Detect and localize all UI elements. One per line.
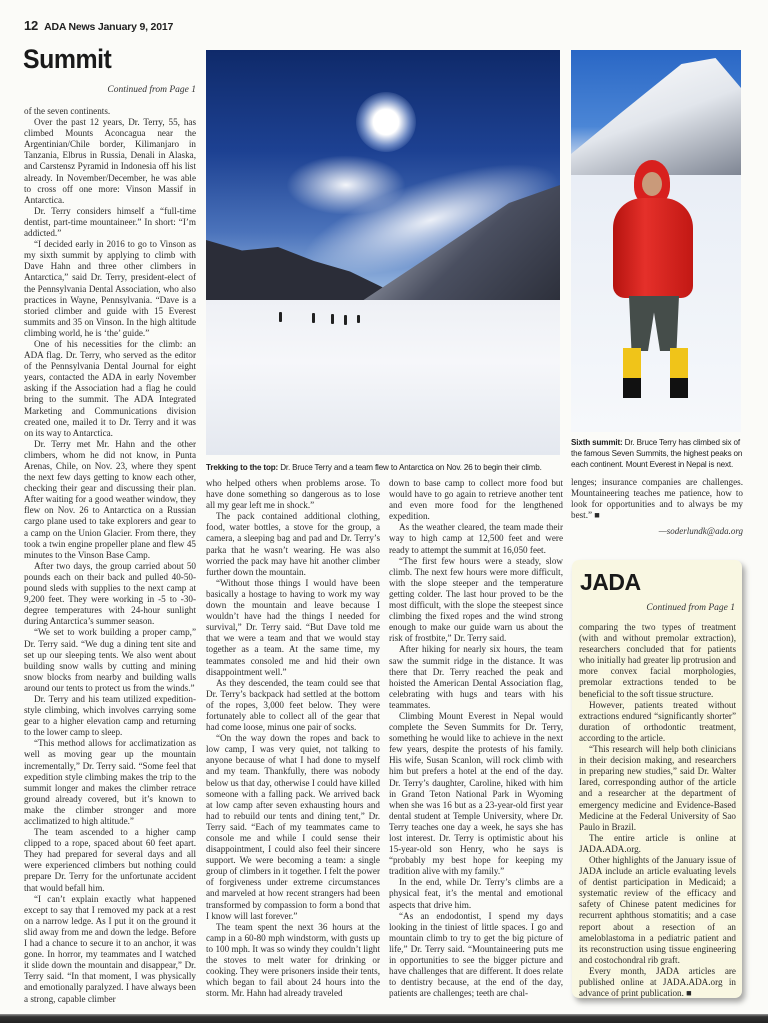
trekking-photo-caption: Trekking to the top: Dr. Bruce Terry and a team flew to Antarctica on Nov. 26 to begin their climb. [206, 463, 542, 472]
sixth-summit-photo [571, 50, 741, 432]
sixth-summit-caption: Sixth summit: Dr. Bruce Terry has climbed six of the famous Seven Summits, the highest peaks on each continent. Mount Everest in Nepal is next. [571, 438, 743, 469]
page-bottom-edge [0, 1014, 768, 1023]
page-folio [24, 18, 173, 33]
article-column-4: lenges; insurance companies are challenges. Mountaineering teaches me patience, how to look for opportunities and to always be my best.” ■ [571, 477, 743, 521]
page-number: 12 [24, 18, 39, 33]
article-column-1: of the seven continents. Over the past 12 years, Dr. Terry, 55, has climbed Mounts Aconcagua near the Argentinian/Chile border, Kilimanjaro in Tanzania, Elbrus in Russia, Denali in Alaska, and Carstensz Pyramid in Indonesia off his list already. In November/December, he was able to cross off one more: Vinson Massif in Antarctica. Dr. Terry considers himself a “full-time dentist, part-time mountaineer.” In short: “I’m addicted.” “I decided early in 2016 to go to Vinson as my sixth summit by applying to climb with Dave Hahn and three other climbers in Antarctica,” said Dr. Terry, president-elect of the Pennsylvania Dental Association, who also practices in Wayne, Pennsylvania. “Dave is a storied climber and guide with 15 Everest summits and 35 on Vinson. In the high altitude climbing world, he is ‘the’ guide.” One of his necessities for the climb: an ADA flag. Dr. Terry, who served as the editor of the Pennsylvania Dental Journal for eight years, contacted the ADA in early November asking if the Association had a flag he could bring to the summit. The ADA Integrated Marketing and Communications division created one, mailed it to Dr. Terry and it was on its way to Antarctica. Dr. Terry met Mr. Hahn and the other climbers, whom he did not know, in Punta Arenas, Chile, on Nov. 23, where they spent the next few days getting to know each other, checking their gear and discussing their plan. After waiting for a good weather window, they flew on Nov. 26 to Antarctica on a Russian cargo plane used to take explorers and gear to a camp on the Union Glacier. From there, they took a twin engine propeller plane and flew 45 minutes to the Vinson Base Camp. After two days, the group carried about 50 pounds each on their back and pulled 40-50-pound sleds with supplies to the next camp at 9,200 feet. They were working in -5 to -30-degree temperatures with 24-hour sunlight during Antarctica’s summer season. “We set to work building a proper camp,” Dr. Terry said. “We dug a dining tent site and set up our sleeping tents. We also went about building snow walls by cutting and mining snow blocks from nearby and building walls around our tents to protect us from the winds.” Dr. Terry and his team utilized expedition-style climbing, which involves carrying some gear to a higher elevation camp and returning to the lower camp to sleep. “This method allows for acclimatization as well as moving gear up the mountain incrementally,” Dr. Terry said. “Some feel that expedition style climbing makes the trip to the summit longer and makes the climber retrace ground already covered, but it’s known to make the climber stronger and more acclimatized to high altitude.” The team ascended to a higher camp clipped to a rope, spaced about 60 feet apart. They had prepared for several days and all were experienced climbers but nothing could prepare Dr. Terry for the unfortunate accident that would befall him. “I can’t explain exactly what happened except to say that I removed my pack at a rest on a narrow ledge. As I put it on the ground it slid away from me and down the ledge. Before I had a chance to secure it to an anchor, it was gone. In horror, my teammates and I watched it slide down the mountain and disappear,” Dr. Terry said. “In that moment, I was physically and emotionally paralyzed. I have always been a strong, capable climber [24, 106, 196, 1004]
gaiter-right [670, 348, 688, 398]
article-headline: Summit [23, 44, 112, 74]
trekking-photo [206, 50, 560, 455]
publication-date: ADA News January 9, 2017 [44, 21, 174, 33]
gaiter-left [623, 348, 641, 398]
article-column-2: who helped others when problems arose. To have done something so dangerous as to lose all my gear left me in shock.” The pack contained additional clothing, food, water bottles, a stove for the group, a camera, a sleeping bag and pad and Dr. Terry’s parka that he wasn’t wearing. He was also worried the pack may have hit another climber further down the mountain. “Without those things I would have been basically a hostage to having to work my way down the mountain and leave because I wouldn’t have had the things I needed for survival,” Dr. Terry said. “But Dave told me that we were a team and that we would stay together as a team. At the same time, my teammates consoled me and hid their own disappointment well.” As they descended, the team could see that Dr. Terry’s backpack had settled at the bottom of the ropes, 3,000 feet below. They were fortunately able to collect all of the gear that had come loose, minus one pair of socks. “On the way down the ropes and back to low camp, I was very quiet, not talking to anyone because of what I had done to myself and my team. Thankfully, there was nobody below us that day, otherwise I could have killed someone with a falling pack. We arrived back at low camp after seven exhausting hours and had to rebuild our tents and dining tent,” Dr. Terry said. “Each of my teammates came to console me and while I could sense their disappointment, I could also feel their sincere support. We were becoming a team: a single group of climbers in it together. I felt the power of forgiveness under extreme circumstances and marveled at how recent strangers had been transformed by compassion to form a bond that I know will last forever.” The team spent the next 36 hours at the camp in a 60-80 mph windstorm, with gusts up to 100 mph. It was so windy they couldn’t light the stoves to melt water for drinking or cooking. They were prisoners inside their tents, which began to fail about 24 hours into the storm. Mr. Hahn had already traveled [206, 478, 381, 999]
jada-column: comparing the two types of treatment (with and without premolar extraction), researchers concluded that for patients who initially had greater lip protrusion and more convex facial morphologies, premolar extractions tended to be beneficial to the soft tissue structure. However, patients treated without extractions endured “significantly shorter” duration of orthodontic treatment, according to the article. “This research will help both clinicians in their decision making, and researchers in preparing new studies,” said Dr. Walter Iared, corresponding author of the article and a researcher at the department of emergency medicine and Evidence-Based Medicine at the Federal University of Sao Paulo in Brazil. The entire article is online at JADA.ADA.org. Other highlights of the January issue of JADA include an article evaluating levels of dentist participation in Medicaid; a systematic review of the efficacy and safety of Chinese patent medicines for recurrent aphthous stomatitis; and a case report about a resection of an ameloblastoma in a pediatric patient and its reconstruction using tissue engineering and costochondral rib graft. Every month, JADA articles are published online at JADA.ADA.org in advance of print publication. ■ [579, 622, 736, 999]
jada-headline: JADA [580, 569, 641, 595]
sun [356, 92, 416, 152]
author-email: —soderlundk@ada.org [658, 526, 743, 536]
snowfield [206, 300, 560, 455]
caption-lead: Sixth summit: [571, 438, 623, 447]
continued-note: Continued from Page 1 [107, 85, 196, 95]
article-column-3: down to base camp to collect more food but would have to go again to retrieve another tent and even more food for the lengthened expedition. As the weather cleared, the team made their way to high camp at 12,500 feet and were ready to attempt the summit at 16,050 feet. “The first few hours were a steady, slow climb. The next few hours were more difficult, with the slope steeper and the temperature getting colder. The last hour proved to be the most difficult, with the slope the steepest since climbing the fixed ropes and the wind strong enough to make our guide warn us about the risk of frostbite,” Dr. Terry said. After hiking for nearly six hours, the team saw the summit ridge in the distance. It was there that Dr. Terry reached the peak and hoisted the American Dental Association flag, celebrating with hugs and tears with his teammates. Climbing Mount Everest in Nepal would complete the Seven Summits for Dr. Terry, something he would like to achieve in the next few years, despite the protests of his family. His wife, Susan Scanlon, will rock climb with him but prefers a hotel at the end of the day. Dr. Terry’s daughter, Caroline, hiked with him in Grand Teton National Park in Wyoming when she was 16 but as a 23-year-old first year dental student at Temple University, where Dr. Terry teaches one day a week, he says she has lost interest. Dr. Terry is optimistic about his 15-year-old son Henry, who he says is “probably my best hope for keeping my tradition alive with my family.” In the end, while Dr. Terry’s climbs are a physical feat, it’s the mental and emotional aspects that drive him. “As an endodontist, I spend my days looking in the tiniest of little spaces. I go and mountain climb to try to get the big picture of life,” Dr. Terry said. “Mountaineering puts me in opportunities to see the bigger picture and have challenges that are different. It does relate to dentistry because, at the end of the day, patients are challenges; teeth are chal- [389, 478, 563, 999]
caption-lead: Trekking to the top: [206, 463, 279, 472]
climber-face [642, 172, 662, 196]
jada-continued-note: Continued from Page 1 [646, 603, 735, 613]
climber-jacket [613, 198, 693, 298]
